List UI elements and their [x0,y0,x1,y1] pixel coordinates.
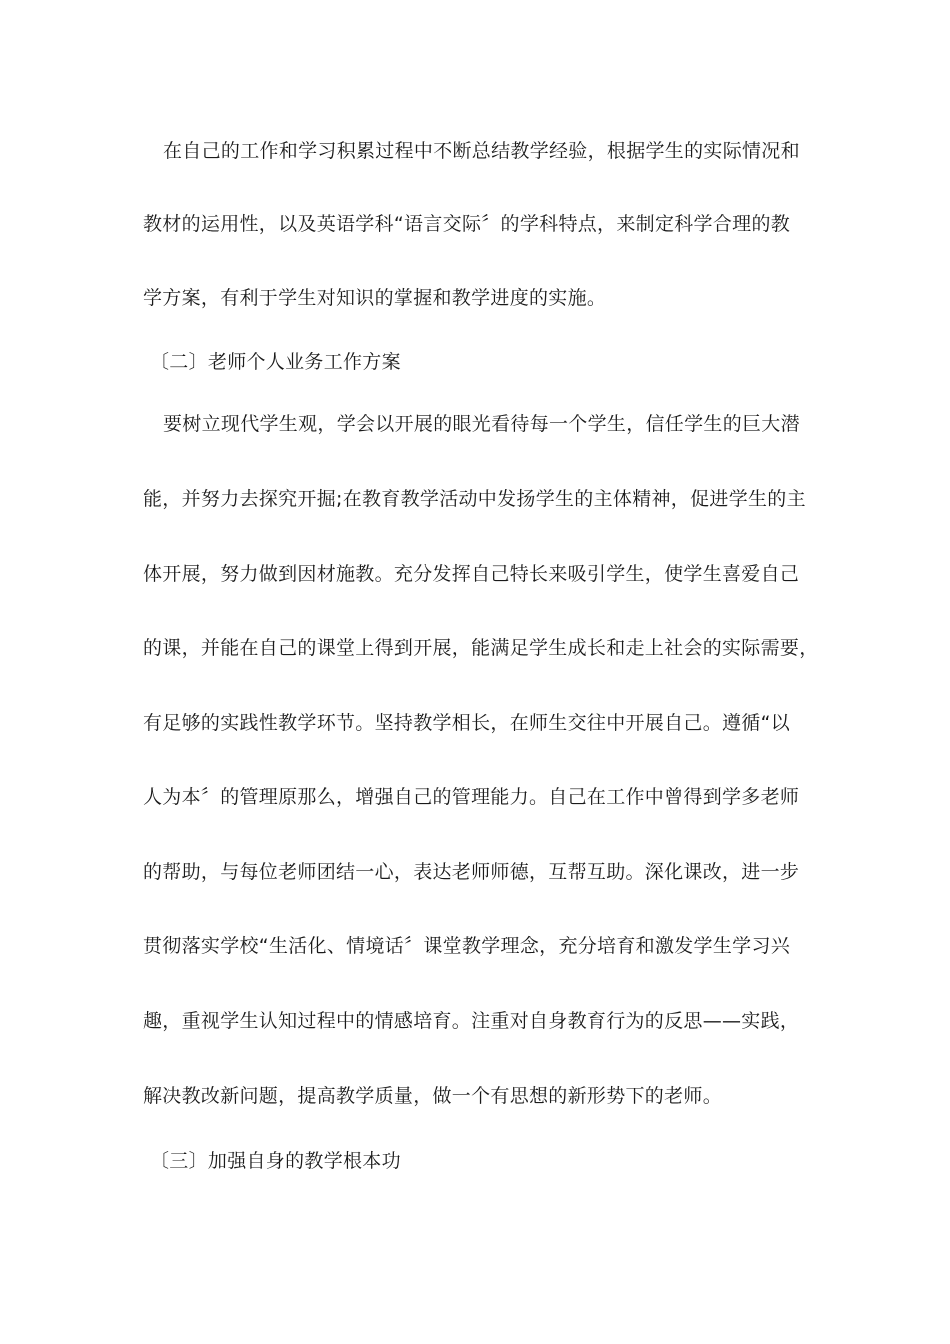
paragraph-2-line-7: 的帮助，与每位老师团结一心，表达老师师德，互帮互助。深化课改，进一步 [143,861,800,883]
paragraph-2-line-9: 趣，重视学生认知过程中的情感培育。注重对自身教育行为的反思——实践， [143,1010,800,1032]
paragraph-1-line-1: 在自己的工作和学习积累过程中不断总结教学经验，根据学生的实际情况和 [163,140,800,162]
paragraph-2-line-5: 有足够的实践性教学环节。坚持教学相长，在师生交往中开展自己。遵循“以 [143,712,791,734]
paragraph-2-line-6: 人为本〞的管理原那么，增强自己的管理能力。自己在工作中曾得到学多老师 [143,786,800,808]
paragraph-2-line-10: 解决教改新问题，提高教学质量，做一个有思想的新形势下的老师。 [143,1085,723,1107]
paragraph-1-line-2: 教材的运用性，以及英语学科“语言交际〞的学科特点，来制定科学合理的教 [143,213,791,235]
paragraph-2-line-8: 贯彻落实学校“生活化、情境话〞课堂教学理念，充分培育和激发学生学习兴 [143,935,791,957]
paragraph-2-line-4: 的课，并能在自己的课堂上得到开展，能满足学生成长和走上社会的实际需要， [143,637,819,659]
paragraph-2-line-3: 体开展，努力做到因材施教。充分发挥自己特长来吸引学生，使学生喜爱自己 [143,563,800,585]
section-heading-2: 〔二〕老师个人业务工作方案 [150,351,401,373]
paragraph-2-line-2: 能，并努力去探究开掘;在教育教学活动中发扬学生的主体精神，促进学生的主 [143,488,806,510]
paragraph-2-line-1: 要树立现代学生观，学会以开展的眼光看待每一个学生，信任学生的巨大潜 [163,413,800,435]
section-heading-3: 〔三〕加强自身的教学根本功 [150,1150,401,1172]
paragraph-1-line-3: 学方案，有利于学生对知识的掌握和教学进度的实施。 [143,287,607,309]
